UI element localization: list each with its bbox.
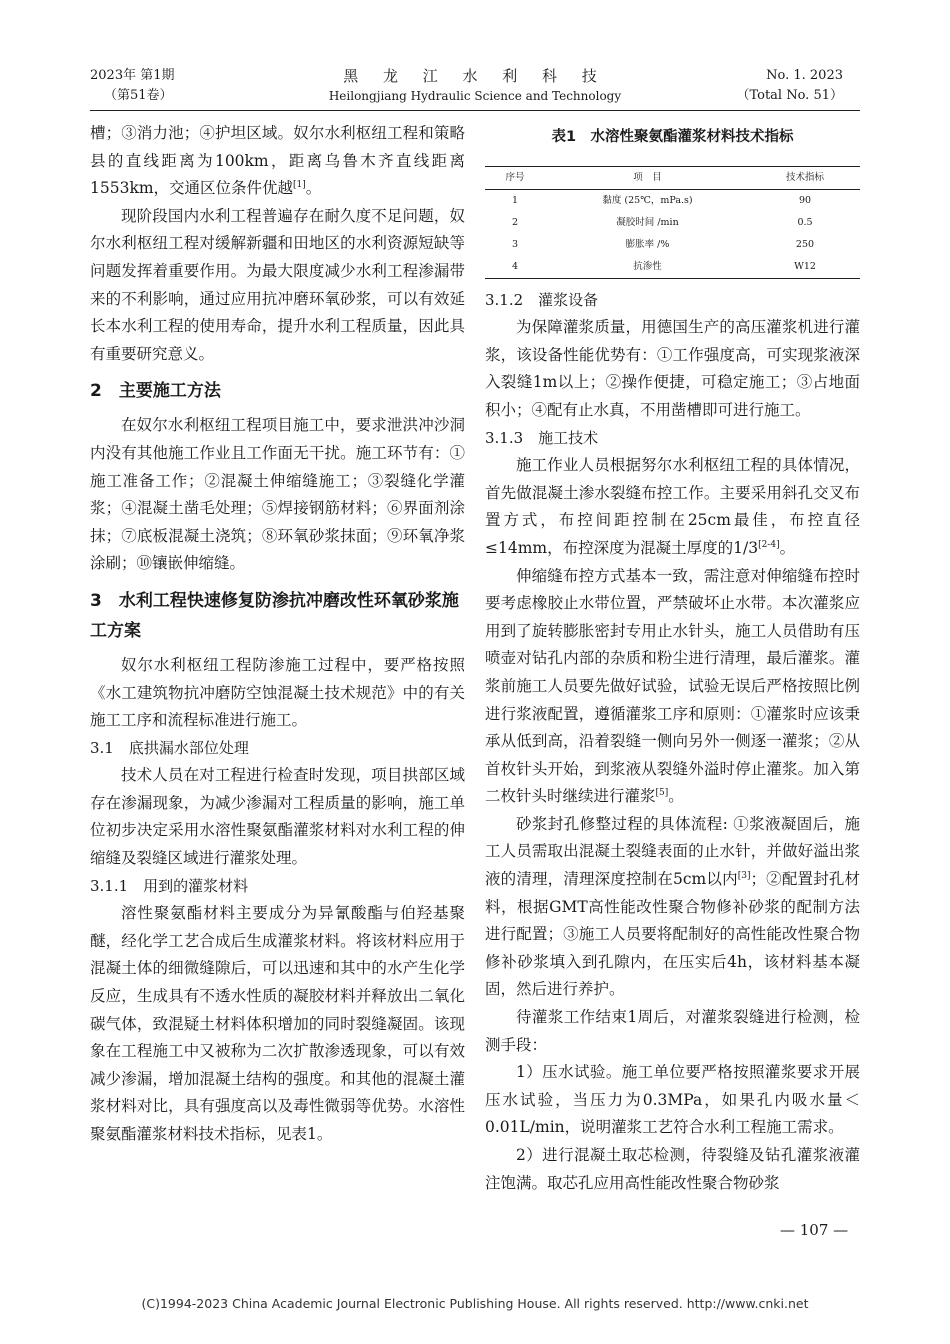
table-row (485, 212, 860, 234)
paragraph-3-1-3-a: 施工作业人员根据努尔水利枢纽工程的具体情况，首先做混凝土渗水裂缝布控工作。主要采用斜孔交叉布置方式，布控间距控制在25cm最佳，布控直径≤14mm，布控深度为混凝土厚度的1/3[2-4]。 (485, 456, 860, 557)
paragraph-3-1-3-c: 砂浆封孔修整过程的具体流程: ①浆液凝固后，施工人员需取出混凝土裂缝表面的止水针，并做好溢出浆液的清理，清理深度控制在5cm以内[3]；②配置封孔材料，根据GMT高性能改性聚合物修补砂浆的配制方法进行配置；③施工人员要将配制好的高性能改性聚合物修补砂浆填入到孔隙内，在压实后4h，该材料基本凝固，然后进行养护。 (485, 814, 860, 999)
table-cell: 1 (511, 194, 519, 206)
table-cell: W12 (794, 260, 816, 272)
section-3-1-2-heading: 3.1.2 灌浆设备 (485, 290, 599, 309)
paragraph-3-1: 技术人员在对工程进行检查时发现，项目拱部区域存在渗漏现象，为减少渗漏对工程质量的影响，施工单位初步决定采用水溶性聚氨酯灌浆材料对水利工程的伸缩缝及裂缝区域进行灌浆处理。 (90, 766, 465, 868)
table-1-caption: 表1 水溶性聚氨酯灌浆材料技术指标 (551, 129, 794, 145)
table-cell: 3 (511, 238, 519, 250)
journal-title-en: Heilongjiang Hydraulic Science and Technology (328, 89, 622, 103)
paragraph-section-3: 奴尔水利枢纽工程防渗施工过程中，要严格按照《水工建筑物抗冲磨防空蚀混凝土技术规范》中的有关施工工序和流程标准进行施工。 (90, 655, 465, 730)
paragraph-3-1-3-f: 2）进行混凝土取芯检测，待裂缝及钻孔灌浆液灌注饱满。取芯孔应用高性能改性聚合物砂浆 (485, 1146, 860, 1192)
header-rule (90, 110, 860, 111)
paragraph-intro-1: 槽；③消力池；④护坦区域。奴尔水利枢纽工程和策略县的直线距离为100km，距离乌鲁木齐直线距离1553km，交通区位条件优越[1]。 (90, 124, 465, 198)
table-header-cell: 序号 (505, 171, 525, 183)
table-1 (485, 166, 860, 279)
table-cell: 2 (511, 216, 519, 228)
page-number: — 107 — (780, 1221, 849, 1239)
citation: [3] (737, 870, 751, 881)
header-number (736, 66, 843, 106)
table-header-row (485, 166, 860, 189)
table-header-cell: 项 目 (633, 171, 662, 183)
table-cell: 膨胀率 /% (625, 238, 670, 250)
table-cell: 250 (795, 238, 815, 250)
table-row (485, 234, 860, 256)
table-cell: 0.5 (797, 216, 813, 228)
paragraph-3-1-3-e: 1）压水试验。施工单位要严格按照灌浆要求开展压水试验，当压力为0.3MPa，如果孔内吸水量＜0.01L/min，说明灌浆工艺符合水利工程施工需求。 (485, 1063, 860, 1137)
journal-title-cn: 黑 龙 江 水 利 科 技 (343, 67, 607, 85)
left-column (90, 120, 465, 1149)
paragraph-intro-2: 现阶段国内水利工程普遍存在耐久度不足问题，奴尔水利枢纽工程对缓解新疆和田地区的水利资源短缺等问题发挥着重要作用。为最大限度减少水利工程渗漏带来的不利影响，通过应用抗冲磨环氧砂浆，可以有效延长本水利工程的使用寿命，提升水利工程质量，因此具有重要研究意义。 (90, 206, 465, 363)
section-3-heading: 3 水利工程快速修复防渗抗冲磨改性环氧砂浆施工方案 (90, 590, 459, 641)
section-3-1-1-heading: 3.1.1 用到的灌浆材料 (90, 876, 249, 895)
citation: [2-4] (758, 539, 780, 550)
paragraph-section-2: 在奴尔水利枢纽工程项目施工中，要求泄洪冲沙洞内没有其他施工作业且工作面无干扰。施工环节有：①施工准备工作；②混凝土伸缩缝施工；③裂缝化学灌浆；④混凝土凿毛处理；⑤焊接钢筋材料；⑥界面剂涂抹；⑦底板混凝土浇筑；⑧环氧砂浆抹面；⑨环氧净浆涂刷；⑩镶嵌伸缩缝。 (90, 416, 465, 573)
paragraph-3-1-2: 为保障灌浆质量，用德国生产的高压灌浆机进行灌浆，该设备性能优势有：①工作强度高，可实现浆液深入裂缝1m以上；②操作便捷，可稳定施工；③占地面积小；④配有止水真，不用凿槽即可进行施工。 (485, 318, 860, 419)
header-volume: （第51卷） (104, 88, 173, 103)
section-3-1-3-heading: 3.1.3 施工技术 (485, 428, 599, 447)
header-total-en: （Total No. 51） (736, 88, 843, 103)
table-cell: 90 (798, 194, 812, 206)
citation: [1] (293, 180, 306, 191)
paragraph-3-1-1: 溶性聚氨酯材料主要成分为异氰酸酯与伯羟基聚醚，经化学工艺合成后生成灌浆材料。将该材料应用于混凝土体的细微缝隙后，可以迅速和其中的水产生化学反应，生成具有不透水性质的凝胶材料并释放出二氧化碳气体，致混疑土材料体积增加的同时裂缝凝固。该现象在工程施工中又被称为二次扩散渗透现象，可以有效减少渗漏，增加混凝土结构的强度。和其他的混凝土灌浆材料对比，具有强度高以及毒性微弱等优势。水溶性聚氨酯灌浆材料技术指标，见表1。 (90, 904, 465, 1143)
table-cell: 黏度 (25℃，mPa.s) (602, 194, 693, 206)
section-3-1-heading: 3.1 底拱漏水部位处理 (90, 738, 249, 757)
table-header-cell: 技术指标 (785, 171, 824, 183)
header-issue-en: No. 1. 2023 (766, 68, 843, 83)
table-cell: 抗渗性 (633, 260, 662, 272)
citation: [5] (655, 788, 669, 799)
table-cell: 凝胶时间 /min (616, 216, 679, 228)
paragraph-3-1-3-d: 待灌浆工作结束1周后，对灌浆裂缝进行检测，检测手段： (485, 1008, 860, 1054)
table-row (485, 256, 860, 279)
header-year-issue: 2023年 第1期 (90, 68, 175, 83)
right-column (485, 120, 860, 1197)
copyright-footer: (C)1994-2023 China Academic Journal Electronic Publishing House. All rights reserved. http://www.cnki.net (141, 1296, 809, 1311)
table-cell: 4 (511, 260, 519, 272)
table-row (485, 189, 860, 212)
section-2-heading: 2 主要施工方法 (90, 381, 221, 402)
paragraph-3-1-3-b: 伸缩缝布控方式基本一致，需注意对伸缩缝布控时要考虑橡胶止水带位置，严禁破坏止水带。本次灌浆应用到了旋转膨胀密封专用止水针头，施工人员借助有压喷壶对钻孔内部的杂质和粉尘进行清理，最后灌浆。灌浆前施工人员要先做好试验，试验无误后严格按照比例进行浆液配置，遵循灌浆工序和原则：①灌浆时应该秉承从低到高，沿着裂缝一侧向另外一侧逐一灌浆；②从首枚针头开始，到浆液从裂缝外溢时停止灌浆。加入第二枚针头时继续进行灌浆[5]。 (485, 566, 860, 806)
